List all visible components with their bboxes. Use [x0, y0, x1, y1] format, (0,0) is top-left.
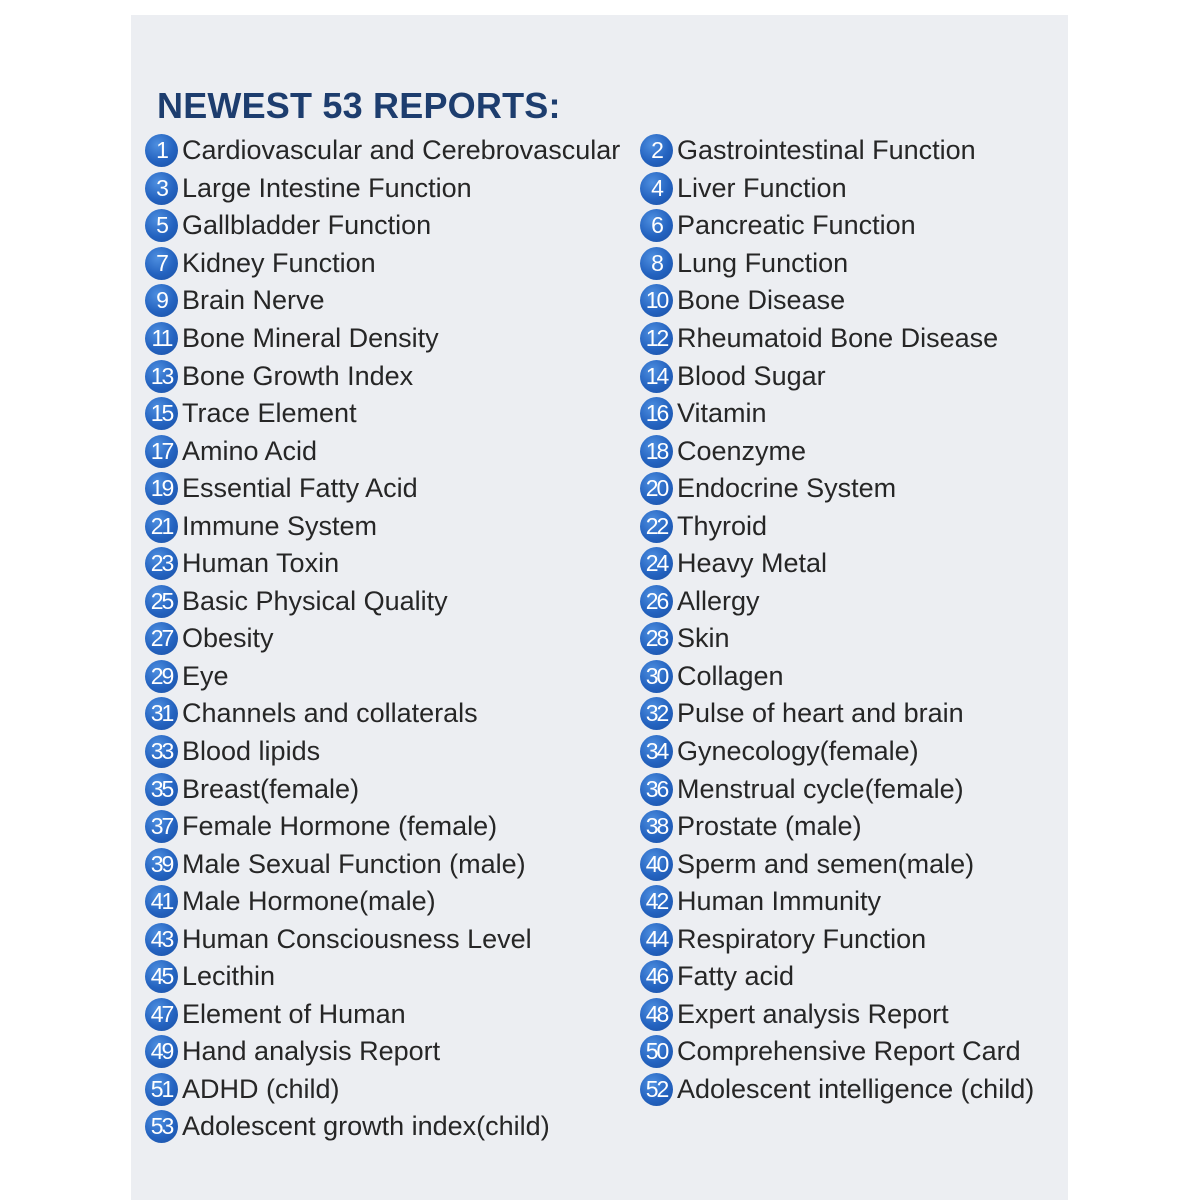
number-badge: 46: [640, 960, 673, 993]
number-badge: 50: [640, 1035, 673, 1068]
report-item-48: [640, 996, 1034, 1034]
report-label: Fatty acid: [677, 961, 795, 992]
report-label: Channels and collaterals: [182, 698, 478, 729]
number-badge: 31: [145, 697, 178, 730]
report-item-23: [145, 545, 620, 583]
report-item-29: [145, 658, 620, 696]
number-badge: 12: [640, 322, 673, 355]
report-label: Kidney Function: [182, 247, 376, 278]
report-item-16: [640, 395, 1034, 433]
report-label: Basic Physical Quality: [182, 585, 448, 616]
report-item-12: [640, 320, 1034, 358]
report-label: Human Immunity: [677, 886, 882, 917]
number-badge: 4: [640, 172, 673, 205]
report-item-35: [145, 770, 620, 808]
number-badge: 36: [640, 773, 673, 806]
report-label: Comprehensive Report Card: [677, 1036, 1021, 1067]
report-label: Pulse of heart and brain: [677, 698, 964, 729]
report-label: Eye: [182, 660, 229, 691]
number-badge: 8: [640, 247, 673, 280]
report-item-51: [145, 1071, 620, 1109]
number-badge: 53: [145, 1110, 178, 1143]
report-item-53: [145, 1108, 620, 1146]
report-label: Respiratory Function: [677, 923, 927, 954]
report-label: Rheumatoid Bone Disease: [677, 323, 999, 353]
report-label: Expert analysis Report: [677, 998, 949, 1029]
report-item-46: [640, 958, 1034, 996]
report-item-50: [640, 1033, 1034, 1071]
report-label: Pancreatic Function: [677, 210, 916, 241]
number-badge: 32: [640, 697, 673, 730]
report-item-4: [640, 170, 1034, 208]
report-label: Trace Element: [182, 398, 357, 429]
report-item-38: [640, 808, 1034, 846]
report-label: Amino Acid: [182, 435, 318, 466]
report-label: Human Toxin: [182, 548, 340, 579]
report-item-6: [640, 207, 1034, 245]
number-badge: 10: [640, 284, 673, 317]
report-label: Adolescent growth index(child): [182, 1111, 550, 1142]
number-badge: 29: [145, 660, 178, 693]
report-label: Male Sexual Function (male): [182, 848, 526, 879]
report-item-25: [145, 583, 620, 621]
number-badge: 11: [145, 322, 178, 355]
report-item-13: [145, 357, 620, 395]
number-badge: 30: [640, 660, 673, 693]
number-badge: 35: [145, 773, 178, 806]
number-badge: 47: [145, 998, 178, 1031]
report-label: Gastrointestinal Function: [677, 135, 976, 166]
report-item-17: [145, 432, 620, 470]
report-label: Human Consciousness Level: [182, 923, 532, 954]
page-title: NEWEST 53 REPORTS:: [157, 85, 561, 126]
number-badge: 14: [640, 360, 673, 393]
report-item-20: [640, 470, 1034, 508]
number-badge: 15: [145, 397, 178, 430]
report-label: ADHD (child): [182, 1073, 340, 1104]
report-item-26: [640, 583, 1034, 621]
report-label: Blood lipids: [182, 736, 321, 767]
report-label: Skin: [677, 623, 730, 654]
number-badge: 18: [640, 435, 673, 468]
report-item-52: [640, 1071, 1034, 1109]
number-badge: 16: [640, 397, 673, 430]
number-badge: 44: [640, 923, 673, 956]
report-label: Male Hormone(male): [182, 886, 436, 917]
number-badge: 51: [145, 1073, 178, 1106]
report-item-15: [145, 395, 620, 433]
report-item-19: [145, 470, 620, 508]
number-badge: 20: [640, 472, 673, 505]
report-label: Female Hormone (female): [182, 811, 498, 842]
report-label: Gallbladder Function: [182, 210, 432, 241]
number-badge: 23: [145, 547, 178, 580]
report-item-41: [145, 883, 620, 921]
report-label: Lung Function: [677, 247, 849, 278]
report-label: Endocrine System: [677, 473, 897, 504]
number-badge: 7: [145, 247, 178, 280]
report-label: Essential Fatty Acid: [182, 473, 418, 504]
number-badge: 37: [145, 810, 178, 843]
report-item-30: [640, 658, 1034, 696]
number-badge: 27: [145, 622, 178, 655]
number-badge: 49: [145, 1035, 178, 1068]
report-label: Obesity: [182, 623, 274, 654]
report-item-8: [640, 245, 1034, 283]
report-item-2: [640, 132, 1034, 170]
number-badge: 22: [640, 510, 673, 543]
report-label: Collagen: [677, 660, 784, 691]
number-badge: 42: [640, 885, 673, 918]
number-badge: 52: [640, 1073, 673, 1106]
report-item-40: [640, 845, 1034, 883]
report-item-27: [145, 620, 620, 658]
report-label: Immune System: [182, 510, 378, 541]
number-badge: 21: [145, 510, 178, 543]
report-item-11: [145, 320, 620, 358]
report-item-43: [145, 920, 620, 958]
report-label: Blood Sugar: [677, 360, 826, 391]
report-label: Large Intestine Function: [182, 172, 472, 203]
report-item-14: [640, 357, 1034, 395]
report-item-21: [145, 507, 620, 545]
report-label: Vitamin: [677, 398, 767, 429]
report-label: Liver Function: [677, 172, 847, 203]
report-item-24: [640, 545, 1034, 583]
report-item-47: [145, 996, 620, 1034]
report-label: Adolescent intelligence (child): [677, 1073, 1035, 1104]
number-badge: 33: [145, 735, 178, 768]
number-badge: 9: [145, 284, 178, 317]
report-item-45: [145, 958, 620, 996]
number-badge: 26: [640, 585, 673, 618]
report-item-18: [640, 432, 1034, 470]
number-badge: 2: [640, 134, 673, 167]
number-badge: 6: [640, 209, 673, 242]
report-label: Allergy: [677, 585, 760, 616]
number-badge: 19: [145, 472, 178, 505]
report-item-9: [145, 282, 620, 320]
report-item-37: [145, 808, 620, 846]
report-label: Coenzyme: [677, 435, 807, 466]
number-badge: 48: [640, 998, 673, 1031]
report-item-3: [145, 170, 620, 208]
report-label: Brain Nerve: [182, 285, 325, 316]
report-label: Cardiovascular and Cerebrovascular: [182, 135, 621, 166]
report-label: Menstrual cycle(female): [677, 773, 964, 804]
report-label: Prostate (male): [677, 811, 862, 842]
number-badge: 40: [640, 848, 673, 881]
report-item-33: [145, 733, 620, 771]
number-badge: 41: [145, 885, 178, 918]
report-item-22: [640, 507, 1034, 545]
report-item-36: [640, 770, 1034, 808]
number-badge: 24: [640, 547, 673, 580]
report-item-39: [145, 845, 620, 883]
report-label: Gynecology(female): [677, 736, 919, 767]
report-item-7: [145, 245, 620, 283]
report-column-left: [145, 132, 620, 1146]
number-badge: 43: [145, 923, 178, 956]
report-label: Breast(female): [182, 773, 360, 804]
report-label: Lecithin: [182, 961, 276, 992]
report-item-10: [640, 282, 1034, 320]
report-label: Bone Growth Index: [182, 360, 414, 391]
number-badge: 28: [640, 622, 673, 655]
report-label: Element of Human: [182, 998, 406, 1029]
number-badge: 34: [640, 735, 673, 768]
report-label: Sperm and semen(male): [677, 848, 975, 879]
number-badge: 3: [145, 172, 178, 205]
report-item-42: [640, 883, 1034, 921]
report-label: Bone Disease: [677, 285, 846, 316]
number-badge: 13: [145, 360, 178, 393]
report-item-5: [145, 207, 620, 245]
number-badge: 45: [145, 960, 178, 993]
report-label: Hand analysis Report: [182, 1036, 441, 1067]
number-badge: 1: [145, 134, 178, 167]
report-item-31: [145, 695, 620, 733]
number-badge: 39: [145, 848, 178, 881]
number-badge: 25: [145, 585, 178, 618]
number-badge: 38: [640, 810, 673, 843]
number-badge: 17: [145, 435, 178, 468]
report-item-44: [640, 920, 1034, 958]
report-item-32: [640, 695, 1034, 733]
report-label: Heavy Metal: [677, 548, 828, 579]
report-item-1: [145, 132, 620, 170]
report-label: Bone Mineral Density: [182, 323, 439, 353]
report-item-34: [640, 733, 1034, 771]
report-column-right: [640, 132, 1034, 1108]
report-item-49: [145, 1033, 620, 1071]
report-label: Thyroid: [677, 510, 768, 541]
number-badge: 5: [145, 209, 178, 242]
report-item-28: [640, 620, 1034, 658]
